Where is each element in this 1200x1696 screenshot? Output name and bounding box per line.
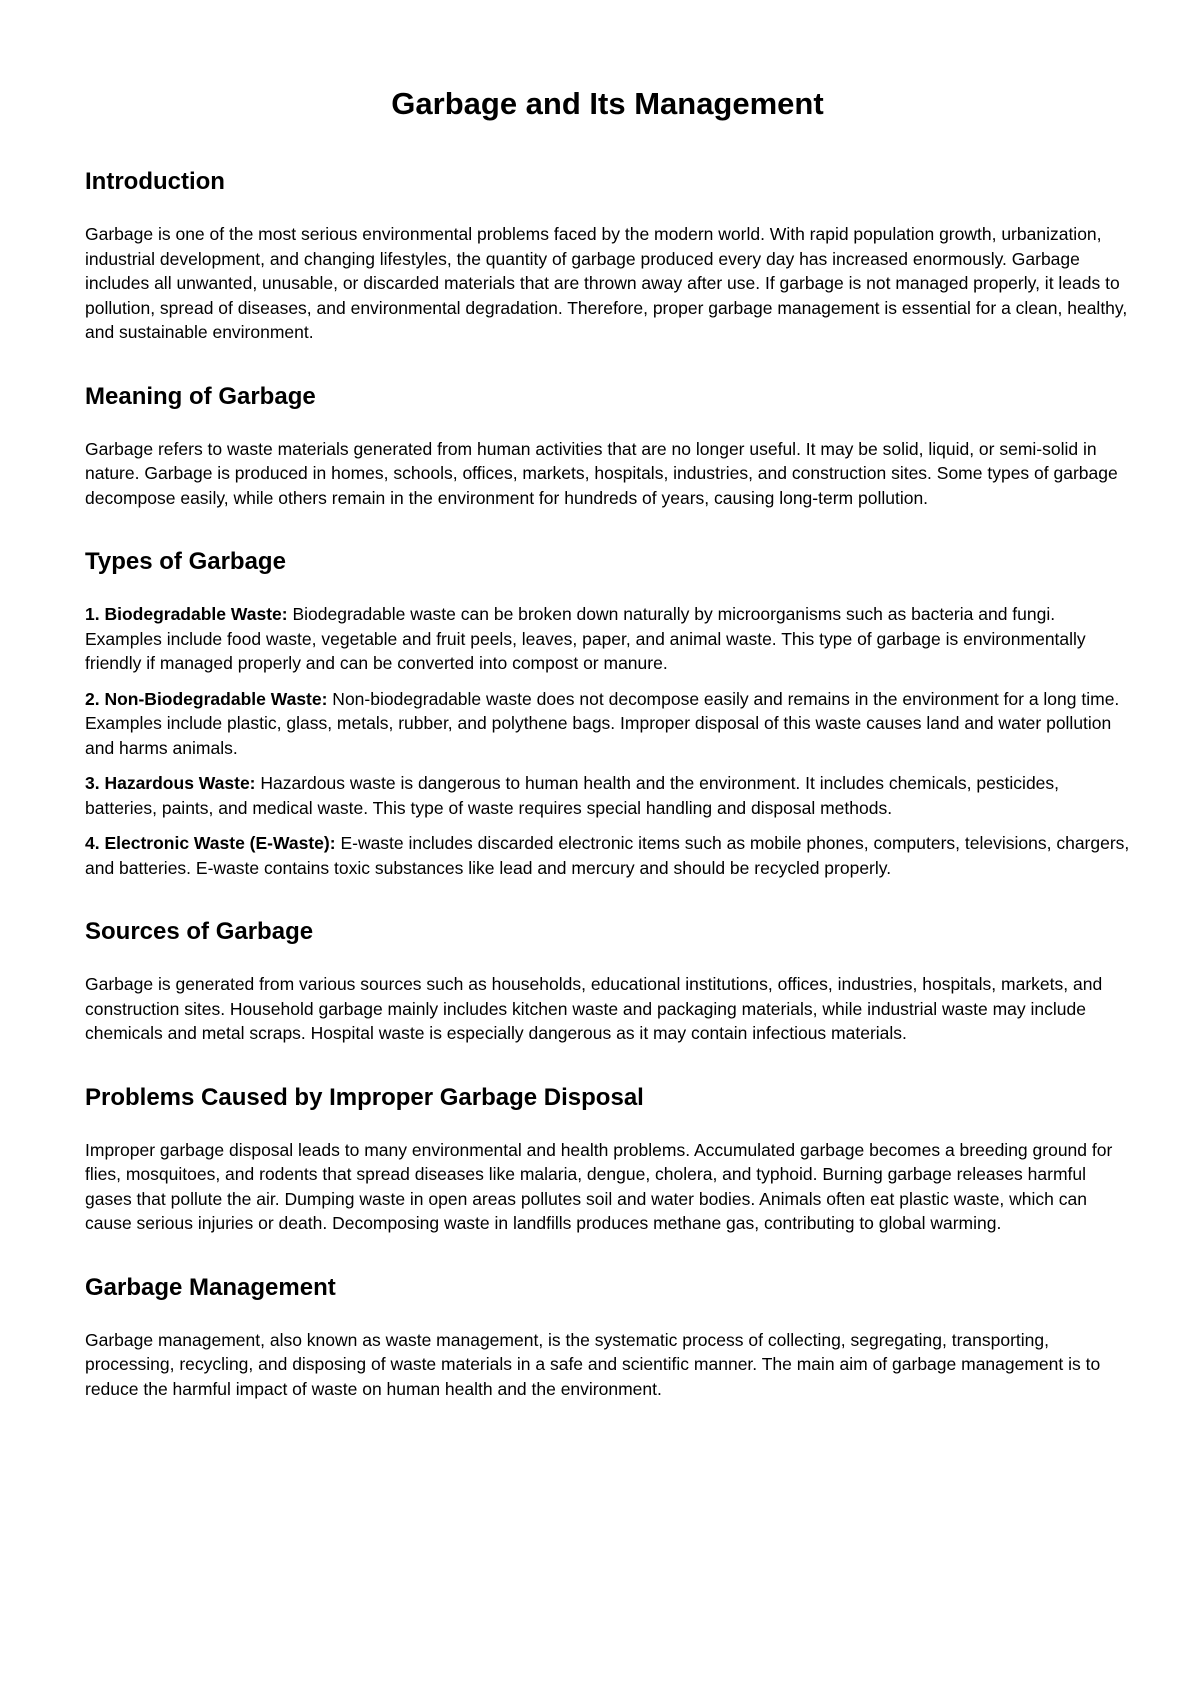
section-heading: Meaning of Garbage [85,382,316,410]
section-paragraph: Garbage is one of the most serious environmental problems faced by the modern world. With rapid population growth, urbanization, industrial development, and changing lifestyles, the quantity of garbage produced every day has increased enormously. Garbage includes all unwanted, unusable, or discarded materials that are thrown away after use. If garbage is not managed properly, it leads to pollution, spread of diseases, and environmental degradation. Therefore, proper garbage management is essential for a clean, healthy, and sustainable environment. [85,224,1128,342]
section-introduction [85,166,1130,345]
list-item-term: 2. Non-Biodegradable Waste: [85,688,328,709]
document-page [85,84,1130,1437]
document-title: Garbage and Its Management [391,86,824,121]
section-paragraph: Improper garbage disposal leads to many environmental and health problems. Accumulated garbage becomes a breeding ground for flies, mosquitoes, and rodents that spread diseases like malaria, dengue, cholera, and typhoid. Burning garbage releases harmful gases that pollute the air. Dumping waste in open areas pollutes soil and water bodies. Animals often eat plastic waste, which can cause serious injuries or death. Decomposing waste in landfills produces methane gas, contributing to global warming. [85,1139,1113,1233]
list-item-text: Hazardous waste is dangerous to human health and the environment. It includes chemicals, pesticides, batteries, paints, and medical waste. This type of waste requires special handling and disposal methods. [85,773,1060,818]
list-item-text: E-waste includes discarded electronic items such as mobile phones, computers, televisions, chargers, and batteries. E-waste contains toxic substances like lead and mercury and should be recycled properly. [85,833,1130,878]
section-heading: Types of Garbage [85,548,286,575]
section-paragraph: Garbage refers to waste materials generated from human activities that are no longer useful. It may be solid, liquid, or semi-solid in nature. Garbage is produced in homes, schools, offices, markets, hospitals, industries, and construction sites. Some types of garbage decompose easily, while others remain in the environment for hundreds of years, causing long-term pollution. [85,438,1118,508]
section-sources [85,916,1130,1046]
section-problems [85,1082,1130,1236]
section-heading: Problems Caused by Improper Garbage Disposal [85,1083,644,1111]
list-item [85,831,1130,880]
list-item-term: 1. Biodegradable Waste: [85,604,288,624]
list-item [85,602,1130,676]
list-item-text: Biodegradable waste can be broken down naturally by microorganisms such as bacteria and fungi. Examples include food waste, vegetable and fruit peels, leaves, paper, and animal waste. This type of garbage is environmentally friendly if managed properly and can be converted into compost or manure. [85,604,1086,673]
section-management [85,1272,1130,1402]
section-types [85,546,1130,880]
list-item-term: 3. Hazardous Waste: [85,773,256,793]
section-paragraph: Garbage is generated from various sources such as households, educational institutions, offices, industries, hospitals, markets, and construction sites. Household garbage mainly includes kitchen waste and packaging materials, while industrial waste may include chemicals and metal scraps. Hospital waste is especially dangerous as it may contain infectious materials. [85,974,1103,1043]
section-meaning [85,381,1130,511]
list-item [85,771,1130,820]
list-item-term: 4. Electronic Waste (E-Waste): [85,833,336,853]
section-heading: Sources of Garbage [85,918,314,945]
section-heading: Garbage Management [85,1273,336,1301]
list-item [85,687,1130,761]
section-heading: Introduction [85,168,225,195]
list-item-text: Non-biodegradable waste does not decompose easily and remains in the environment for a long time. Examples include plastic, glass, metals, rubber, and polythene bags. Improper disposal of this waste causes land and water pollution and harms animals. [85,688,1120,758]
section-paragraph: Garbage management, also known as waste management, is the systematic process of collecting, segregating, transporting, processing, recycling, and disposing of waste materials in a safe and scientific manner. The main aim of garbage management is to reduce the harmful impact of waste on human health and the environment. [85,1329,1101,1399]
